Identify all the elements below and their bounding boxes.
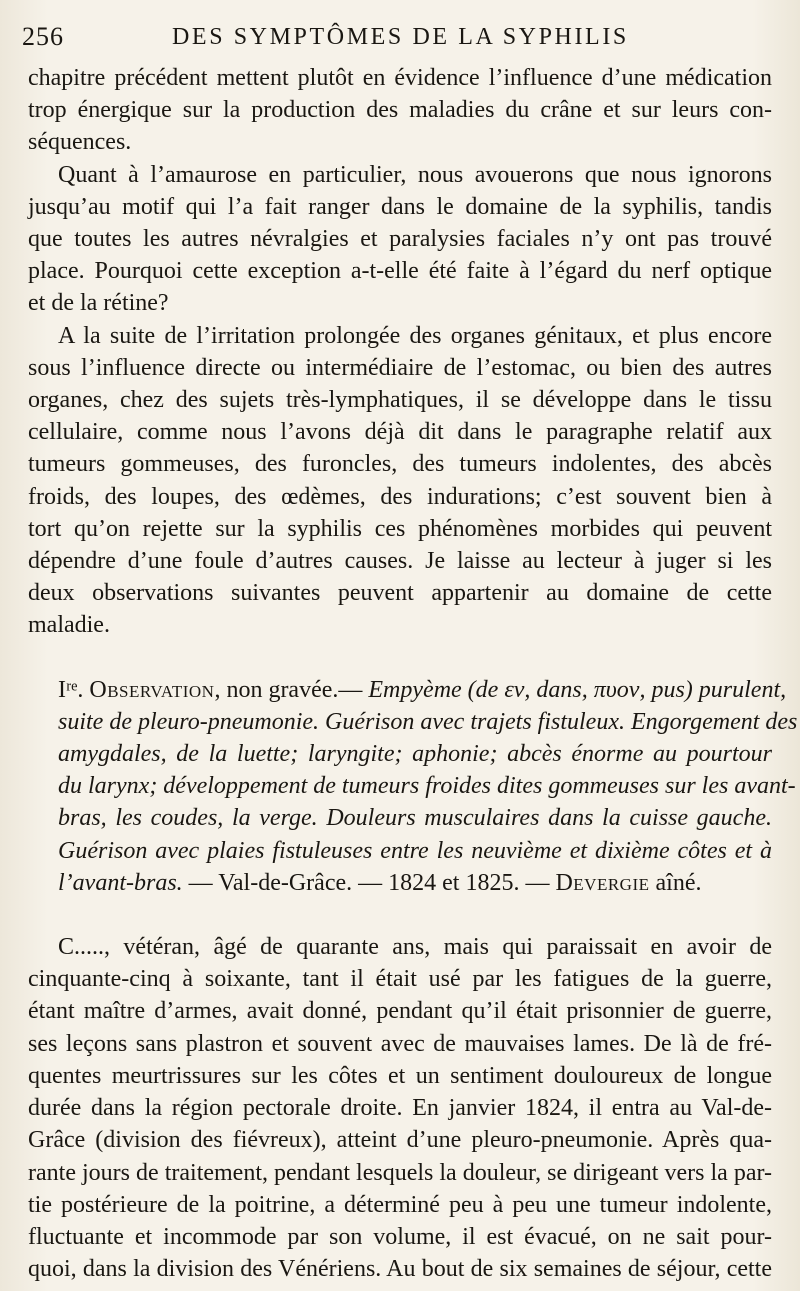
text-line: quoi, dans la division des Vénériens. Au bout de six semaines de séjour, cette [28,1256,772,1283]
observation-title-line [28,674,787,706]
text-line: jusqu’au motif qui l’a fait ranger dans le domaine de la syphilis, tandis [28,193,772,220]
text-line: Guérison avec plaies fistuleuses entre les neuvième et dixième côtes et à [58,837,772,864]
text-line: bras, les coudes, la verge. Douleurs musculaires dans la cuisse gauche. [58,805,772,832]
paragraph-case [28,931,772,1285]
text-line: amygdales, de la luette; laryngite; aphonie; abcès énorme au pourtour [58,741,772,768]
text-line: que toutes les autres névralgies et paralysies faciales n’y ont pas trouvé [28,226,772,253]
observation-author-suffix: aîné. [649,869,702,896]
observation-last-italic: l’avant-bras. [58,869,183,896]
paragraph-continuation [28,62,772,159]
section-spacer [28,899,772,931]
text-line: quentes meurtrissures sur les côtes et un sentiment douloureux de longue [28,1062,772,1089]
observation-number: Iʳᵉ. [58,676,84,703]
observation-summary-start: Empyème (de εν, dans, πυον, pus) purulent, [368,676,787,703]
observation-author: Devergie [555,869,650,896]
observation-note: , non gravée.— [214,676,363,703]
text-line: A la suite de l’irritation prolongée des organes génitaux, et plus encore [58,322,772,349]
text-line: suite de pleuro-pneumonie. Guérison avec trajets fistuleux. Engorgement des [58,708,798,735]
section-spacer [28,642,772,674]
text-line: fluctuante et incommode par son volume, il est évacué, on ne sait pour- [28,1223,772,1250]
text-line: dépendre d’une foule d’autres causes. Je laisse au lecteur à juger si les [28,548,772,575]
text-line: place. Pourquoi cette exception a-t-elle été faite à l’égard du nerf optique [28,258,772,285]
text-line: du larynx; développement de tumeurs froides dites gommeuses sur les avant- [58,773,796,800]
text-line: ses leçons sans plastron et souvent avec de mauvaises lames. De là de fré- [28,1030,772,1057]
text-line: cellulaire, comme nous l’avons déjà dit dans le paragraphe relatif aux [28,419,772,446]
text-line: tumeurs gommeuses, des furoncles, des tumeurs indolentes, des abcès [28,451,772,478]
paragraph-amaurose [28,159,772,320]
text-line: deux observations suivantes peuvent appartenir au domaine de cette [28,580,772,607]
text-line: rante jours de traitement, pendant lesquels la douleur, se dirigeant vers la par- [28,1159,772,1186]
text-line: durée dans la région pectorale droite. En janvier 1824, il entra au Val-de- [28,1095,772,1122]
text-line: organes, chez des sujets très-lymphatiques, il se développe dans le tissu [28,387,772,414]
text-line: froids, des loupes, des œdèmes, des indurations; c’est souvent bien à [28,483,772,510]
paragraph-irritation [28,320,772,642]
observation-heading [28,674,798,899]
text-line: étant maître d’armes, avait donné, pendant qu’il était prisonnier de guerre, [28,998,772,1025]
observation-label: Observation [89,676,215,703]
text-line: C....., vétéran, âgé de quarante ans, mais qui paraissait en avoir de [58,934,772,961]
text-line: séquences. [28,129,132,156]
text-line: Grâce (division des fiévreux), atteint d’une pleuro-pneumonie. Après qua- [28,1127,772,1154]
running-title: DES SYMPTÔMES DE LA SYPHILIS [172,24,629,50]
text-line: Quant à l’amaurose en particulier, nous avouerons que nous ignorons [58,161,772,188]
text-line: et de la rétine? [28,290,169,317]
text-line: maladie. [28,612,110,639]
page-header [22,22,778,54]
text-line: cinquante-cinq à soixante, tant il était usé par les fatigues de la guerre, [28,966,772,993]
text-line: chapitre précédent mettent plutôt en évidence l’influence d’une médication [28,65,772,91]
text-line: trop énergique sur la production des maladies du crâne et sur leurs con- [28,97,772,124]
page-number: 256 [22,22,64,51]
observation-source-line [28,867,772,899]
page-body [28,62,798,1285]
observation-place-date: — Val-de-Grâce. — 1824 et 1825. — [182,869,556,896]
text-line: tie postérieure de la poitrine, a déterminé peu à peu une tumeur indolente, [28,1191,772,1218]
text-line: tort qu’on rejette sur la syphilis ces phénomènes morbides qui peuvent [28,515,772,542]
text-line: sous l’influence directe ou intermédiaire de l’estomac, ou bien des autres [28,354,772,381]
